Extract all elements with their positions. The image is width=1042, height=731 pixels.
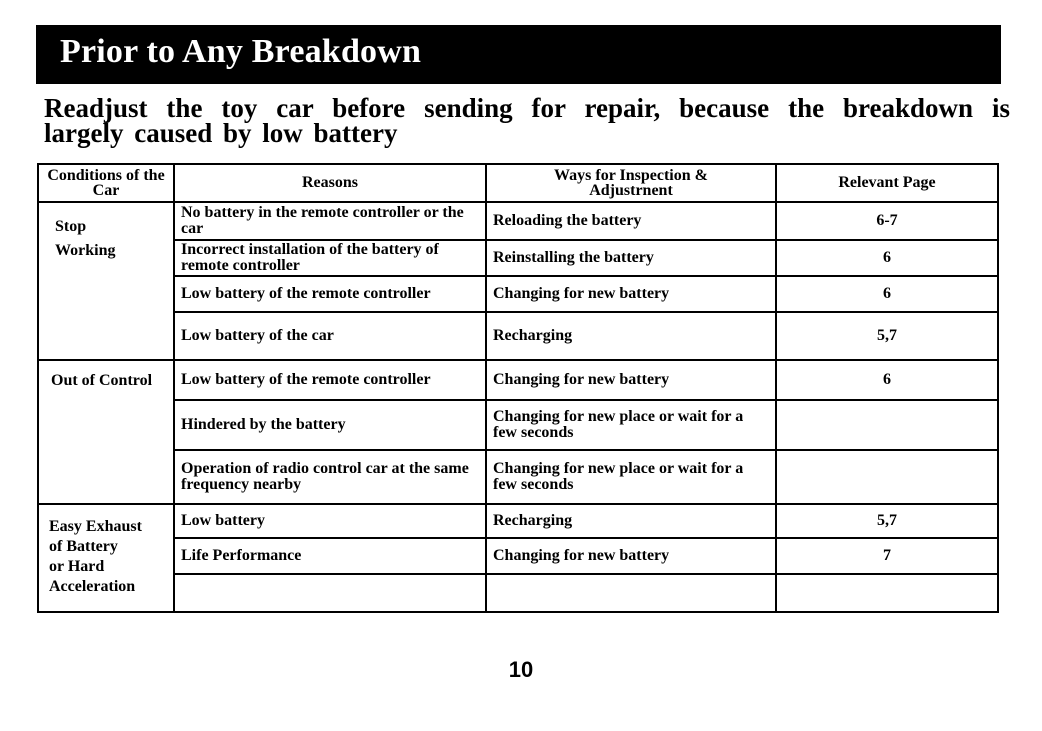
page-cell: 5,7 [776, 312, 998, 360]
table-row [38, 276, 998, 312]
condition-line: of Battery [49, 538, 118, 555]
table-row [38, 574, 998, 612]
table-row [38, 538, 998, 574]
condition-line: Stop [55, 218, 87, 235]
header-reasons: Reasons [174, 164, 486, 202]
page-title: Prior to Any Breakdown [60, 33, 422, 70]
condition-out-of-control [38, 360, 174, 504]
table-row [38, 312, 998, 360]
page-cell: 6-7 [776, 202, 998, 240]
title-banner [36, 25, 1001, 84]
reason-cell: Operation of radio control car at the same frequency nearby [174, 450, 486, 504]
troubleshooting-table [37, 163, 999, 613]
way-cell [486, 574, 776, 612]
condition-line: Acceleration [49, 578, 136, 595]
condition-line: Easy Exhaust [49, 518, 142, 535]
way-cell: Changing for new battery [486, 360, 776, 400]
way-cell: Reinstalling the battery [486, 240, 776, 276]
table-row [38, 504, 998, 538]
table-row [38, 240, 998, 276]
page-cell [776, 574, 998, 612]
table-row [38, 400, 998, 450]
page-cell: 6 [776, 276, 998, 312]
table-row [38, 450, 998, 504]
condition-line: Out of Control [51, 372, 153, 389]
table-row [38, 202, 998, 240]
page-cell: 6 [776, 240, 998, 276]
page-cell [776, 400, 998, 450]
reason-cell: Low battery [174, 504, 486, 538]
page-cell [776, 450, 998, 504]
header-relevant-page: Relevant Page [776, 164, 998, 202]
reason-cell: Low battery of the remote controller [174, 360, 486, 400]
reason-cell: Incorrect installation of the battery of remote controller [174, 240, 486, 276]
page-cell: 7 [776, 538, 998, 574]
condition-line: Working [55, 242, 116, 259]
condition-line: or Hard [49, 558, 105, 575]
table-header-row [38, 164, 998, 202]
header-conditions: Conditions of the Car [38, 164, 174, 202]
way-cell: Recharging [486, 312, 776, 360]
page-cell: 6 [776, 360, 998, 400]
reason-cell: Hindered by the battery [174, 400, 486, 450]
condition-easy-exhaust [38, 504, 174, 612]
intro-text: Readjust the toy car before sending for repair, because the breakdown is largely caused by low battery [44, 93, 1010, 148]
reason-cell [174, 574, 486, 612]
header-ways: Ways for Inspection & Adjustrnent [486, 164, 776, 202]
reason-cell: Low battery of the remote controller [174, 276, 486, 312]
reason-cell: Low battery of the car [174, 312, 486, 360]
way-cell: Changing for new battery [486, 276, 776, 312]
table-row [38, 360, 998, 400]
condition-stop-working [38, 202, 174, 360]
page-number: 10 [508, 657, 534, 682]
reason-cell: No battery in the remote controller or the car [174, 202, 486, 240]
page-cell: 5,7 [776, 504, 998, 538]
way-cell: Changing for new place or wait for a few seconds [486, 400, 776, 450]
way-cell: Recharging [486, 504, 776, 538]
reason-cell: Life Performance [174, 538, 486, 574]
way-cell: Changing for new battery [486, 538, 776, 574]
way-cell: Reloading the battery [486, 202, 776, 240]
way-cell: Changing for new place or wait for a few seconds [486, 450, 776, 504]
